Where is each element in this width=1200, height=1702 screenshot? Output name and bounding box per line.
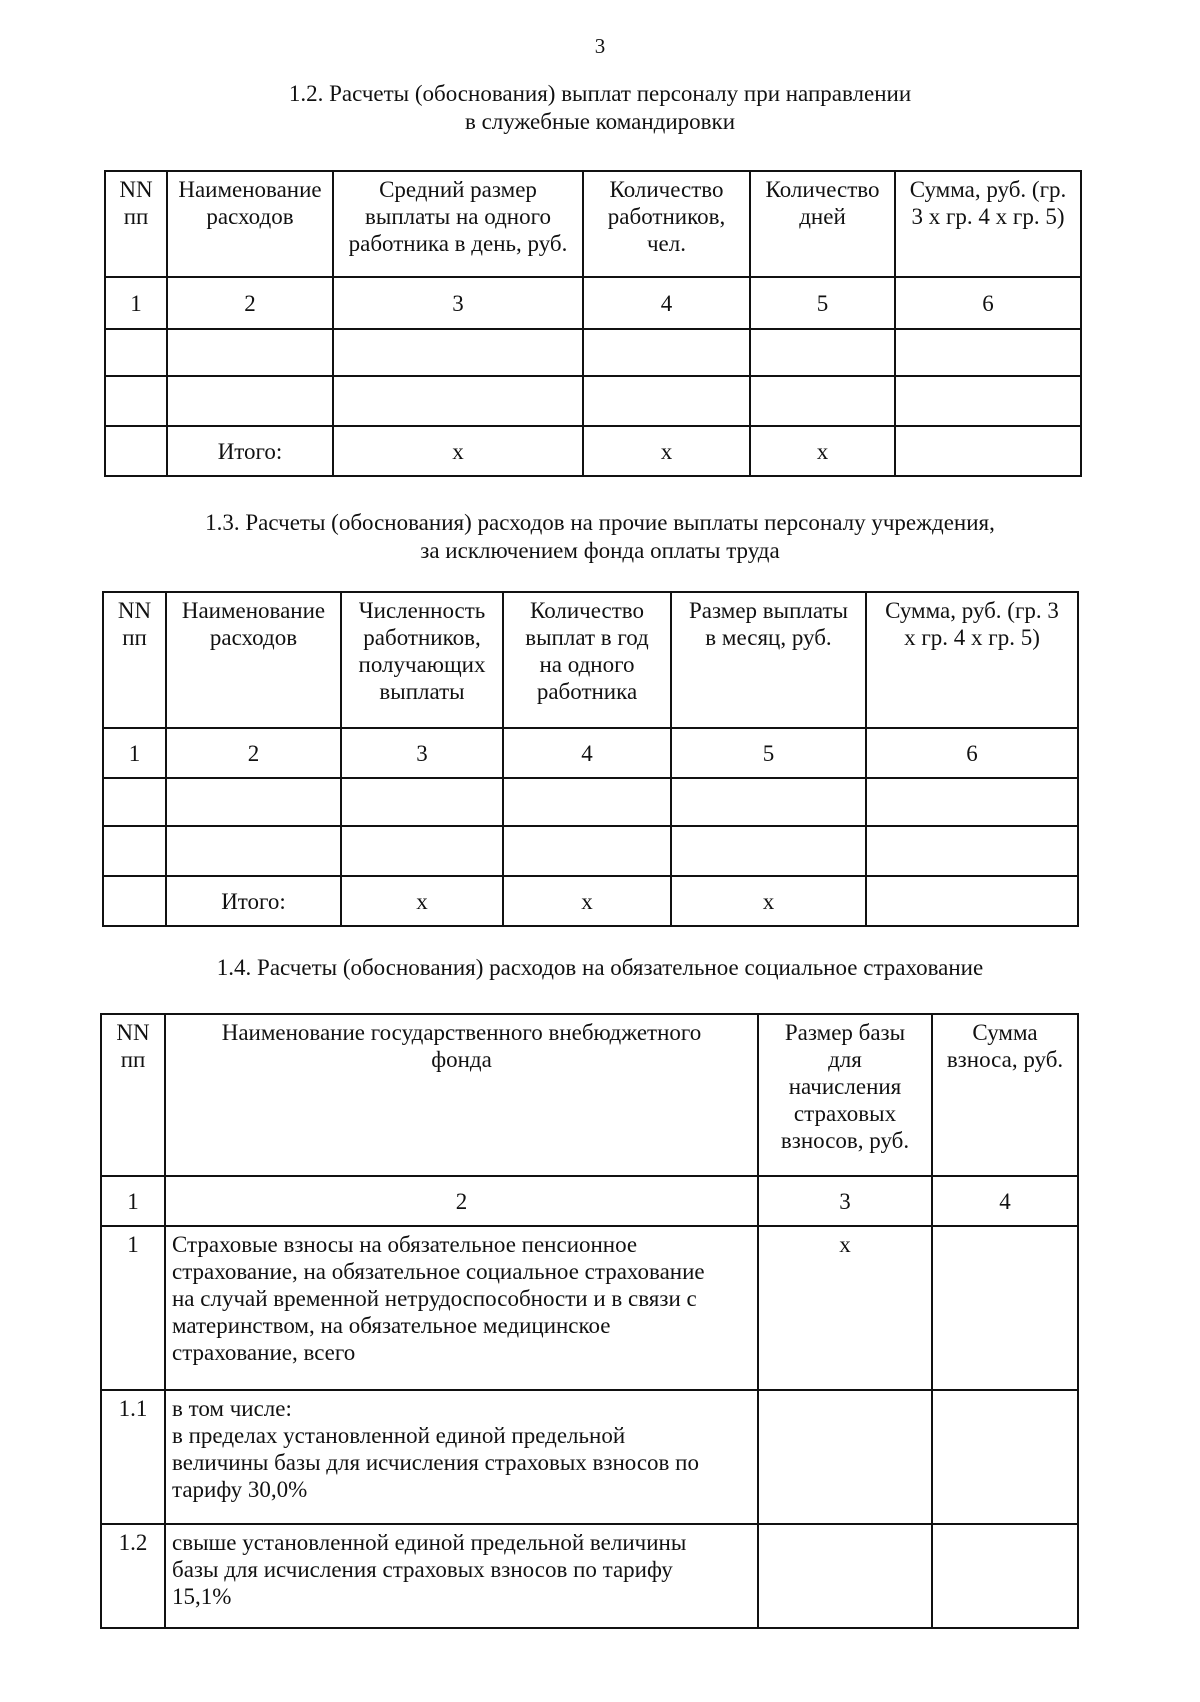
- header-cell-avg-payment: Средний размер выплаты на одного работника в день, руб.: [333, 171, 583, 277]
- table-cell: [750, 376, 895, 426]
- table-cell: [103, 778, 166, 826]
- header-cell-base-size: Размер базы для начисления страховых взносов, руб.: [758, 1014, 932, 1176]
- table-cell: [503, 778, 671, 826]
- table-row: [101, 1524, 1078, 1628]
- other-payments-table: [102, 591, 1079, 927]
- header-row: [105, 171, 1081, 277]
- total-row: [105, 426, 1081, 476]
- table-row: [103, 826, 1078, 876]
- column-number: 4: [583, 277, 750, 329]
- row-base: [758, 1390, 932, 1524]
- section-title-line: 1.3. Расчеты (обоснования) расходов на прочие выплаты персоналу учреждения,: [205, 510, 995, 535]
- column-number: 3: [758, 1176, 932, 1226]
- column-number: 2: [167, 277, 333, 329]
- header-cell-expense-name: Наименование расходов: [167, 171, 333, 277]
- row-base: х: [758, 1226, 932, 1390]
- column-number: 2: [165, 1176, 758, 1226]
- table-cell: [167, 329, 333, 376]
- business-trip-table: [104, 170, 1082, 477]
- table-cell: [105, 329, 167, 376]
- total-cell: х: [503, 876, 671, 926]
- table-cell: [333, 376, 583, 426]
- header-cell-number: NN пп: [103, 592, 166, 728]
- column-number: 1: [101, 1176, 165, 1226]
- table-row: [105, 376, 1081, 426]
- section-title-line: 1.2. Расчеты (обоснования) выплат персоналу при направлении: [288, 81, 912, 106]
- table-cell: [166, 826, 341, 876]
- table-row: [101, 1390, 1078, 1524]
- column-number: 1: [103, 728, 166, 778]
- table-cell: [167, 376, 333, 426]
- header-cell-monthly-payment: Размер выплаты в месяц, руб.: [671, 592, 866, 728]
- table-cell: [866, 778, 1078, 826]
- total-cell: х: [341, 876, 503, 926]
- table-cell: [341, 826, 503, 876]
- row-sum: [932, 1226, 1078, 1390]
- column-number: 6: [895, 277, 1081, 329]
- table-row: [101, 1226, 1078, 1390]
- table-cell: [103, 876, 166, 926]
- total-label: Итого:: [167, 426, 333, 476]
- column-number: 5: [750, 277, 895, 329]
- row-sum: [932, 1524, 1078, 1628]
- section-1-2-title: [0, 80, 1200, 136]
- row-name: в том числе: в пределах установленной единой предельной величины базы для исчисления страховых взносов по тарифу 30,0%: [165, 1390, 758, 1524]
- total-cell: [866, 876, 1078, 926]
- row-number: 1.1: [101, 1390, 165, 1524]
- row-number: 1: [101, 1226, 165, 1390]
- header-cell-day-count: Количество дней: [750, 171, 895, 277]
- column-number: 2: [166, 728, 341, 778]
- table-cell: [103, 826, 166, 876]
- column-number: 4: [932, 1176, 1078, 1226]
- page-number: 3: [594, 34, 606, 58]
- table-cell: [750, 329, 895, 376]
- section-title-line: в служебные командировки: [464, 109, 736, 134]
- table-cell: [583, 329, 750, 376]
- table-cell: [166, 778, 341, 826]
- column-number-row: [101, 1176, 1078, 1226]
- column-number: 1: [105, 277, 167, 329]
- column-number: 5: [671, 728, 866, 778]
- header-cell-expense-name: Наименование расходов: [166, 592, 341, 728]
- table-cell: [333, 329, 583, 376]
- section-title-line: за исключением фонда оплаты труда: [420, 538, 780, 563]
- column-number: 4: [503, 728, 671, 778]
- header-cell-contribution-sum: Сумма взноса, руб.: [932, 1014, 1078, 1176]
- section-title-line: 1.4. Расчеты (обоснования) расходов на обязательное социальное страхование: [216, 955, 984, 980]
- header-cell-employee-count: Численность работников, получающих выплаты: [341, 592, 503, 728]
- row-base: [758, 1524, 932, 1628]
- table-cell: [671, 778, 866, 826]
- table-cell: [895, 376, 1081, 426]
- table-cell: [503, 826, 671, 876]
- section-1-4-title: [0, 954, 1200, 982]
- header-cell-fund-name: Наименование государственного внебюджетного фонда: [165, 1014, 758, 1176]
- column-number-row: [105, 277, 1081, 329]
- header-cell-number: NN пп: [105, 171, 167, 277]
- total-cell: х: [583, 426, 750, 476]
- table-cell: [671, 826, 866, 876]
- total-cell: [895, 426, 1081, 476]
- header-row: [101, 1014, 1078, 1176]
- column-number: 6: [866, 728, 1078, 778]
- row-name: Страховые взносы на обязательное пенсионное страхование, на обязательное социальное страхование на случай временной нетрудоспособности и в связи с материнством, на обязательное медицинское страхование, всего: [165, 1226, 758, 1390]
- table-cell: [895, 329, 1081, 376]
- total-label: Итого:: [166, 876, 341, 926]
- row-number: 1.2: [101, 1524, 165, 1628]
- header-cell-employee-count: Количество работников, чел.: [583, 171, 750, 277]
- header-cell-number: NN пп: [101, 1014, 165, 1176]
- table-cell: [583, 376, 750, 426]
- table-row: [105, 329, 1081, 376]
- header-cell-sum: Сумма, руб. (гр. 3 х гр. 4 х гр. 5): [866, 592, 1078, 728]
- row-sum: [932, 1390, 1078, 1524]
- table-cell: [866, 826, 1078, 876]
- social-insurance-table: [100, 1013, 1079, 1629]
- row-name: свыше установленной единой предельной величины базы для исчисления страховых взносов по тарифу 15,1%: [165, 1524, 758, 1628]
- total-cell: х: [671, 876, 866, 926]
- header-cell-payments-per-year: Количество выплат в год на одного работника: [503, 592, 671, 728]
- total-cell: х: [750, 426, 895, 476]
- total-row: [103, 876, 1078, 926]
- section-1-3-title: [0, 509, 1200, 565]
- table-row: [103, 778, 1078, 826]
- table-cell: [105, 426, 167, 476]
- header-row: [103, 592, 1078, 728]
- table-cell: [341, 778, 503, 826]
- column-number: 3: [333, 277, 583, 329]
- header-cell-sum: Сумма, руб. (гр. 3 х гр. 4 х гр. 5): [895, 171, 1081, 277]
- column-number: 3: [341, 728, 503, 778]
- column-number-row: [103, 728, 1078, 778]
- total-cell: х: [333, 426, 583, 476]
- table-cell: [105, 376, 167, 426]
